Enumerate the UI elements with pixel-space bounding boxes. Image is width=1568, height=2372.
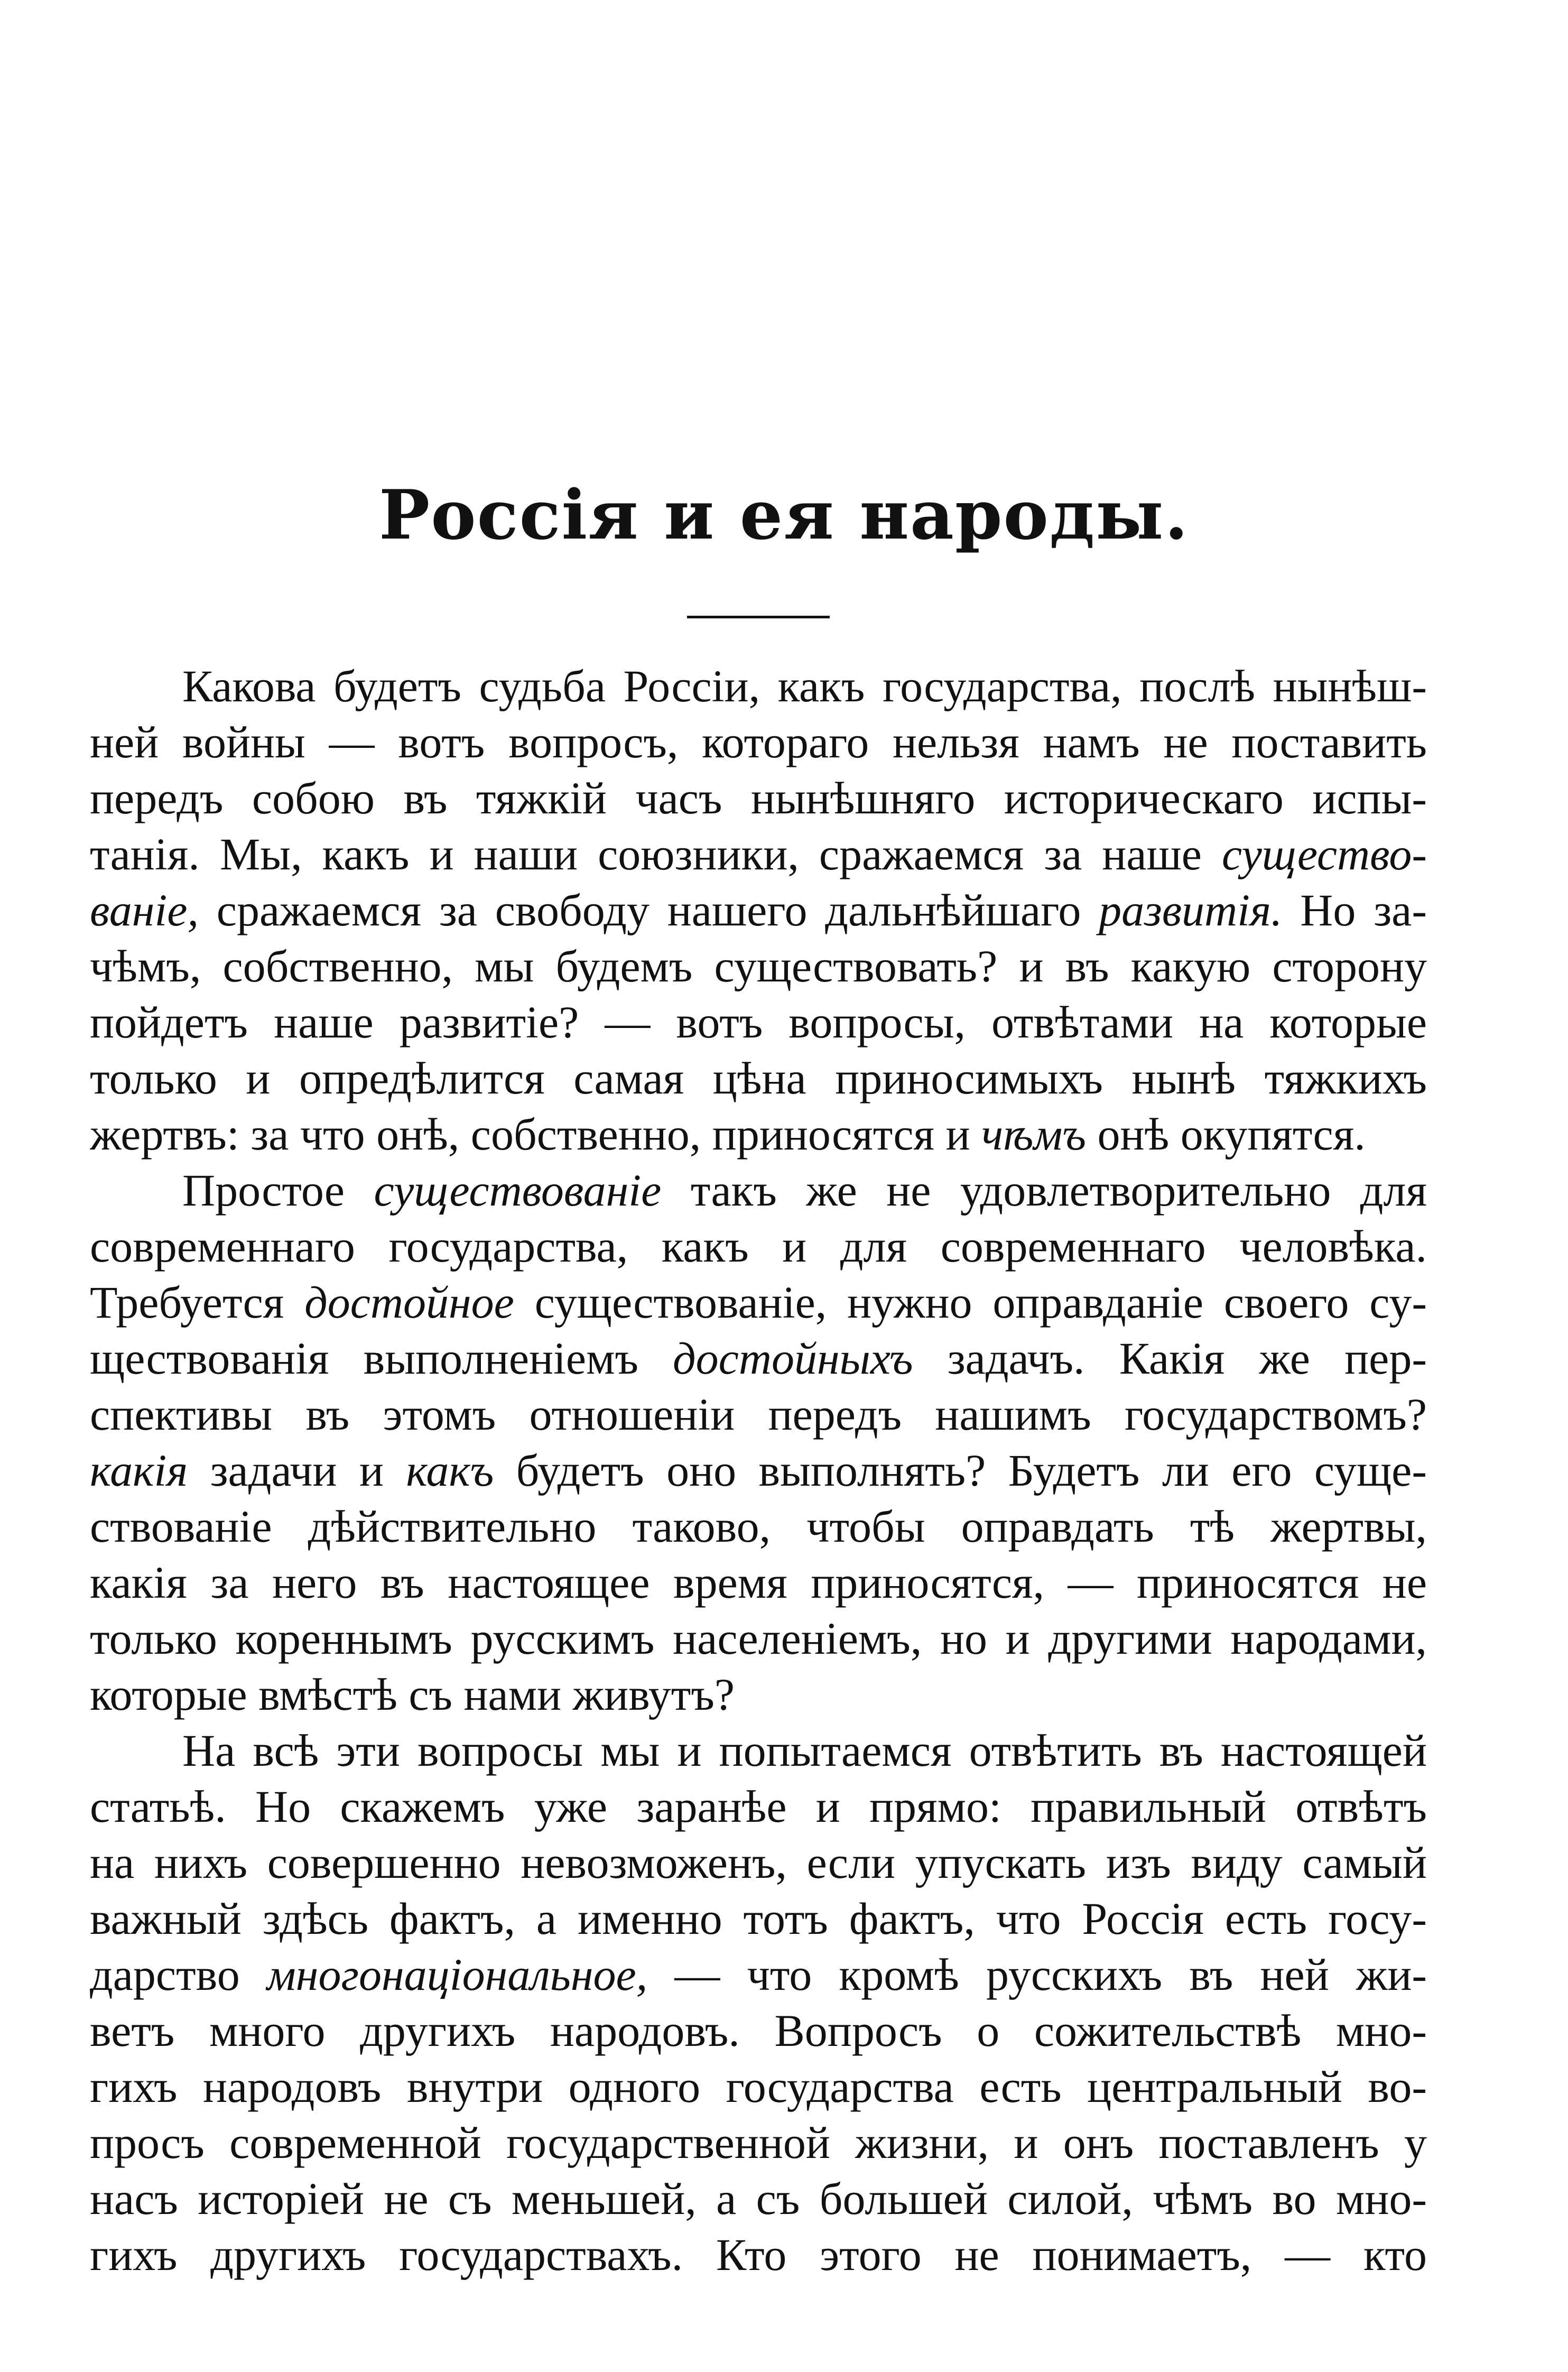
- text-line: [90, 1947, 1427, 2003]
- text-segment: которые вмѣстѣ съ нами живутъ?: [90, 1669, 735, 1720]
- text-line: [90, 882, 1427, 938]
- text-line: [90, 1778, 1427, 1834]
- text-line: [90, 1498, 1427, 1554]
- text-line: [90, 1218, 1427, 1274]
- text-segment: какія за него въ настоящее время приносятся, — приносятся не: [90, 1557, 1427, 1608]
- text-line: [90, 1162, 1427, 1218]
- text-segment: Но за-: [1282, 885, 1427, 935]
- text-segment: такъ же не удовлетворительно для: [661, 1165, 1427, 1216]
- text-segment: сражаемся за свободу нашего дальнѣйшаго: [198, 885, 1099, 935]
- title-divider: [687, 616, 830, 618]
- paragraph: [90, 1162, 1427, 1722]
- text-segment: будетъ оно выполнять? Будетъ ли его суще-: [494, 1445, 1427, 1496]
- text-line: [90, 1274, 1427, 1330]
- text-segment: только и опредѣлится самая цѣна приносимыхъ нынѣ тяжкихъ: [90, 1053, 1427, 1104]
- text-segment: передъ собою въ тяжкій часъ нынѣшняго историческаго испы-: [90, 773, 1427, 823]
- article-body: [90, 658, 1427, 2283]
- text-line: [90, 826, 1427, 882]
- text-segment: важный здѣсь фактъ, а именно тотъ фактъ, что Россія есть госу-: [90, 1893, 1427, 1944]
- text-segment: онѣ окупятся.: [1086, 1109, 1366, 1160]
- text-segment: существованіе, нужно оправданіе своего су-: [514, 1277, 1427, 1328]
- text-line: [90, 1722, 1427, 1778]
- italic-text: достойныхъ: [673, 1333, 913, 1384]
- text-segment: спективы въ этомъ отношеніи передъ нашимъ государствомъ?: [90, 1389, 1427, 1440]
- text-line: [90, 1106, 1427, 1162]
- text-line: [90, 770, 1427, 826]
- text-line: [90, 1442, 1427, 1498]
- text-segment: ней войны — вотъ вопросъ, котораго нельзя намъ не поставить: [90, 717, 1427, 767]
- italic-text: чѣмъ: [981, 1109, 1087, 1160]
- text-line: [90, 1891, 1427, 1947]
- text-line: [90, 994, 1427, 1050]
- text-line: [90, 1330, 1427, 1386]
- text-segment: Какова будетъ судьба Россіи, какъ государства, послѣ нынѣш-: [182, 661, 1427, 711]
- italic-text: существованіе: [374, 1165, 662, 1216]
- text-line: [90, 658, 1427, 714]
- text-segment: Простое: [182, 1165, 374, 1216]
- text-segment: пойдетъ наше развитіе? — вотъ вопросы, отвѣтами на которые: [90, 997, 1427, 1048]
- text-segment: просъ современной государственной жизни, и онъ поставленъ у: [90, 2117, 1427, 2168]
- page-title: Россія и ея народы.: [379, 476, 1189, 555]
- text-line: [90, 1386, 1427, 1442]
- text-segment: дарство: [90, 1949, 267, 2000]
- text-line: [90, 2059, 1427, 2115]
- text-segment: гихъ другихъ государствахъ. Кто этого не понимаетъ, — кто: [90, 2229, 1427, 2280]
- text-line: [90, 1050, 1427, 1106]
- text-line: [90, 2171, 1427, 2227]
- text-segment: статьѣ. Но скажемъ уже заранѣе и прямо: правильный отвѣтъ: [90, 1781, 1427, 1832]
- text-line: [90, 714, 1427, 770]
- paragraph: [90, 1722, 1427, 2283]
- italic-text: какія: [90, 1445, 188, 1496]
- text-segment: на нихъ совершенно невозможенъ, если упускать изъ виду самый: [90, 1837, 1427, 1888]
- text-segment: насъ исторіей не съ меньшей, а съ большей силой, чѣмъ во мно-: [90, 2173, 1427, 2224]
- text-segment: жертвъ: за что онѣ, собственно, приносятся и: [90, 1109, 982, 1160]
- text-line: [90, 2115, 1427, 2171]
- text-line: [90, 1610, 1427, 1666]
- italic-text: ваніе,: [90, 885, 199, 935]
- italic-text: многонаціональное,: [266, 1949, 648, 2000]
- text-line: [90, 1554, 1427, 1610]
- text-line: [90, 938, 1427, 994]
- text-segment: гихъ народовъ внутри одного государства есть центральный во-: [90, 2061, 1427, 2112]
- text-segment: Требуется: [90, 1277, 305, 1328]
- text-segment: современнаго государства, какъ и для современнаго человѣка.: [90, 1221, 1427, 1272]
- text-segment: чѣмъ, собственно, мы будемъ существовать? и въ какую сторону: [90, 941, 1427, 992]
- italic-text: какъ: [406, 1445, 494, 1496]
- text-segment: ветъ много другихъ народовъ. Вопросъ о сожительствѣ мно-: [90, 2005, 1427, 2056]
- text-line: [90, 1666, 1427, 1722]
- italic-text: существо-: [1222, 829, 1427, 879]
- text-segment: танія. Мы, какъ и наши союзники, сражаемся за наше: [90, 829, 1222, 879]
- italic-text: развитія.: [1099, 885, 1283, 935]
- text-segment: только кореннымъ русскимъ населеніемъ, но и другими народами,: [90, 1613, 1427, 1664]
- text-line: [90, 2227, 1427, 2283]
- text-segment: задачъ. Какія же пер-: [913, 1333, 1427, 1384]
- text-segment: ствованіе дѣйствительно таково, чтобы оправдать тѣ жертвы,: [90, 1501, 1427, 1552]
- italic-text: достойное: [304, 1277, 514, 1328]
- text-line: [90, 1834, 1427, 1891]
- text-segment: — что кромѣ русскихъ въ ней жи-: [647, 1949, 1427, 2000]
- text-segment: задачи и: [188, 1445, 406, 1496]
- text-line: [90, 2003, 1427, 2059]
- paragraph: [90, 658, 1427, 1162]
- text-segment: На всѣ эти вопросы мы и попытаемся отвѣтить въ настоящей: [182, 1725, 1427, 1776]
- text-segment: ществованія выполненіемъ: [90, 1333, 673, 1384]
